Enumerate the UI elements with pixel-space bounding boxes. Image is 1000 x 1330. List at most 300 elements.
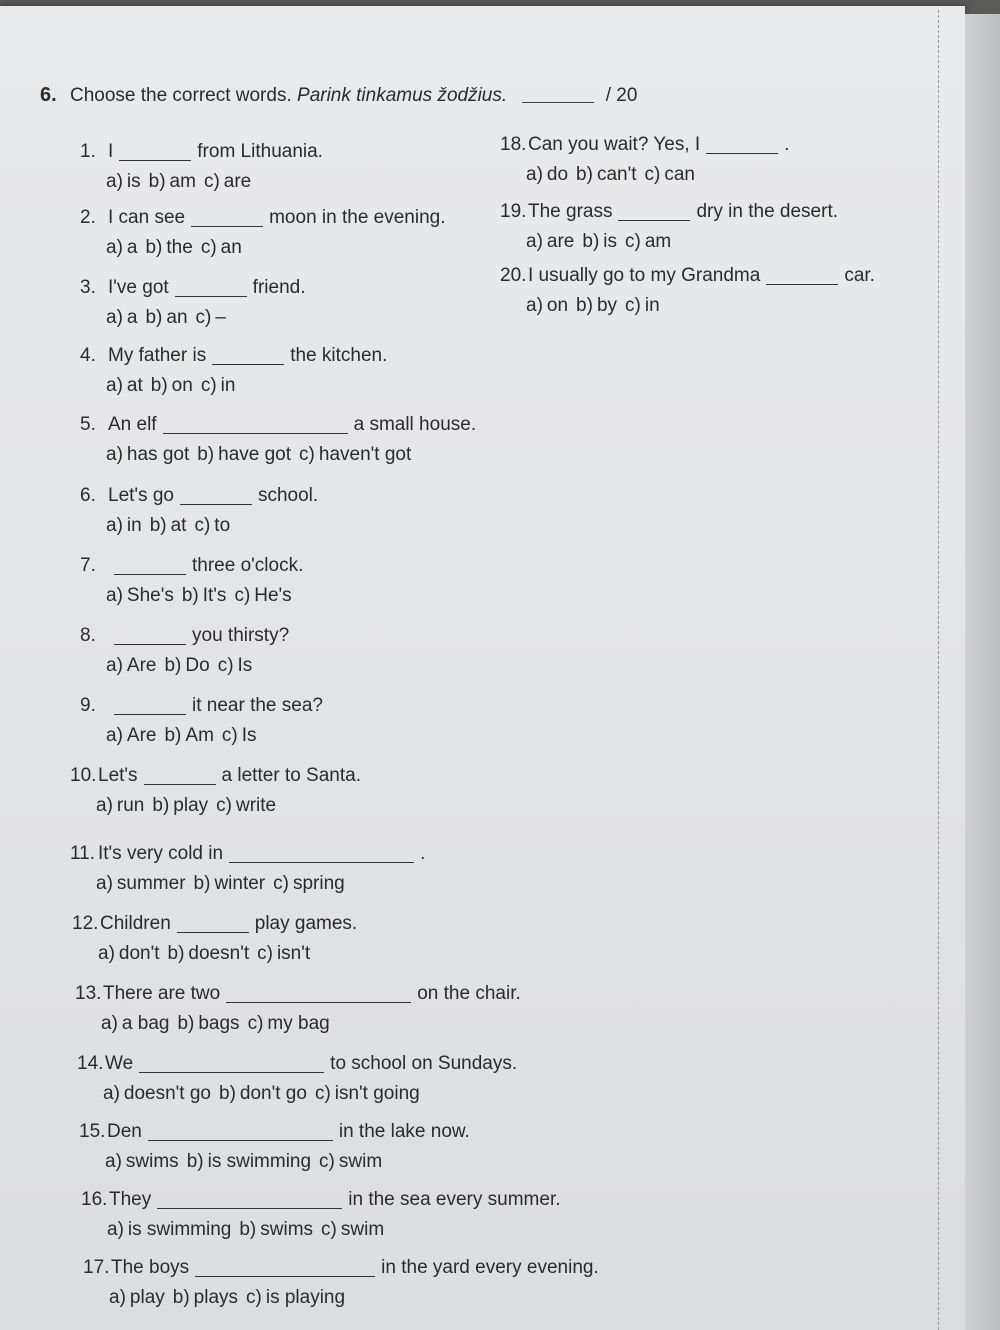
answer-blank[interactable] xyxy=(618,202,690,221)
option-text: a xyxy=(126,237,138,258)
option-b[interactable] xyxy=(164,725,213,746)
answer-blank[interactable] xyxy=(212,346,284,365)
answer-options xyxy=(80,167,323,197)
question-stem xyxy=(79,1117,470,1147)
question-10 xyxy=(70,761,361,821)
question-text-before: Can you wait? Yes, I xyxy=(528,134,701,155)
option-text: am xyxy=(169,171,196,192)
option-b[interactable] xyxy=(150,515,187,536)
option-c[interactable] xyxy=(204,171,251,192)
option-letter: c) xyxy=(314,1083,331,1104)
answer-blank[interactable] xyxy=(175,278,247,297)
option-letter: c) xyxy=(216,795,232,816)
option-letter: a) xyxy=(106,655,123,676)
option-letter: b) xyxy=(576,295,593,316)
option-c[interactable] xyxy=(625,295,660,316)
answer-blank[interactable] xyxy=(139,1054,324,1073)
option-a[interactable] xyxy=(96,873,186,894)
option-c[interactable] xyxy=(257,943,310,964)
question-stem xyxy=(80,273,305,303)
question-text-before: Children xyxy=(100,913,171,934)
option-text: spring xyxy=(292,873,345,894)
option-letter: a) xyxy=(106,515,123,536)
question-number: 11. xyxy=(70,843,96,864)
option-c[interactable] xyxy=(645,164,695,185)
option-a[interactable] xyxy=(109,1287,165,1308)
fold-line xyxy=(938,10,939,1330)
exercise-score: / 20 xyxy=(605,85,638,106)
answer-options xyxy=(500,227,838,257)
answer-blank[interactable] xyxy=(114,696,186,715)
option-text: winter xyxy=(214,873,266,894)
option-text: an xyxy=(166,307,188,328)
question-number: 13. xyxy=(75,983,102,1004)
question-text-before: It's very cold in xyxy=(98,843,224,864)
option-a[interactable] xyxy=(96,795,144,816)
option-text: a bag xyxy=(121,1013,170,1034)
answer-blank[interactable] xyxy=(191,208,263,227)
option-letter: c) xyxy=(625,295,641,316)
option-text: swims xyxy=(125,1151,179,1172)
option-text: is swimming xyxy=(127,1219,232,1240)
answer-blank[interactable] xyxy=(157,1190,342,1209)
option-a[interactable] xyxy=(106,585,174,606)
option-b[interactable] xyxy=(145,237,192,258)
option-text: the xyxy=(166,237,193,258)
answer-blank[interactable] xyxy=(144,766,216,785)
option-c[interactable] xyxy=(218,655,253,676)
option-a[interactable] xyxy=(106,375,143,396)
option-letter: c) xyxy=(321,1219,337,1240)
option-letter: a) xyxy=(101,1013,118,1034)
option-letter: a) xyxy=(103,1083,120,1104)
option-letter: b) xyxy=(148,171,166,192)
option-letter: b) xyxy=(197,444,215,465)
option-letter: c) xyxy=(273,873,289,894)
answer-options xyxy=(70,869,425,899)
option-text: to xyxy=(214,515,231,536)
answer-blank[interactable] xyxy=(114,626,186,645)
question-19 xyxy=(500,197,838,257)
question-text-before: Den xyxy=(107,1121,142,1142)
question-text-after: moon in the evening. xyxy=(269,207,446,228)
option-text: He's xyxy=(254,585,292,606)
question-15 xyxy=(79,1117,470,1177)
question-text-after: the kitchen. xyxy=(290,345,388,366)
option-a[interactable] xyxy=(526,295,568,316)
option-letter: c) xyxy=(200,375,217,396)
question-text-before: An elf xyxy=(108,414,157,435)
question-number: 2. xyxy=(80,207,96,228)
option-b[interactable] xyxy=(219,1083,307,1104)
answer-blank[interactable] xyxy=(195,1258,375,1277)
exercise-title-lt: Parink tinkamus žodžius. xyxy=(297,85,508,106)
option-a[interactable] xyxy=(106,307,137,328)
option-text: doesn't go xyxy=(123,1083,211,1104)
question-text-after: you thirsty? xyxy=(192,625,290,646)
question-text-after: play games. xyxy=(254,913,358,934)
question-stem xyxy=(500,261,875,291)
question-number: 7. xyxy=(80,555,96,576)
exercise-title-en: Choose the correct words. xyxy=(69,85,292,106)
option-c[interactable] xyxy=(222,725,257,746)
option-b[interactable] xyxy=(173,1287,238,1308)
question-13 xyxy=(75,979,521,1039)
option-letter: b) xyxy=(582,231,600,252)
question-stem xyxy=(80,410,476,440)
option-letter: c) xyxy=(200,237,217,258)
question-number: 15. xyxy=(79,1121,106,1142)
question-text-after: a small house. xyxy=(353,414,477,435)
question-stem xyxy=(80,137,323,167)
option-text: run xyxy=(116,795,145,816)
answer-options xyxy=(80,511,318,541)
option-text: on xyxy=(171,375,193,396)
option-letter: b) xyxy=(172,1287,190,1308)
option-a[interactable] xyxy=(106,515,142,536)
option-letter: a) xyxy=(105,1151,122,1172)
option-c[interactable] xyxy=(315,1083,420,1104)
question-stem xyxy=(80,203,446,233)
option-text: in xyxy=(644,295,660,316)
option-letter: c) xyxy=(203,171,220,192)
option-c[interactable] xyxy=(319,1151,382,1172)
option-text: Are xyxy=(126,725,157,746)
option-b[interactable] xyxy=(576,295,617,316)
option-c[interactable] xyxy=(201,375,236,396)
question-text-after: to school on Sundays. xyxy=(330,1053,518,1074)
question-20 xyxy=(500,261,875,321)
answer-options xyxy=(83,1283,599,1313)
option-text: summer xyxy=(116,873,186,894)
option-b[interactable] xyxy=(194,873,266,894)
option-c[interactable] xyxy=(201,237,242,258)
question-text-after: from Lithuania. xyxy=(197,141,323,162)
answer-blank[interactable] xyxy=(148,1122,333,1141)
question-12 xyxy=(72,909,357,969)
question-text-after: . xyxy=(420,843,426,864)
question-text-after: . xyxy=(784,134,790,155)
option-b[interactable] xyxy=(182,585,227,606)
option-b[interactable] xyxy=(164,655,209,676)
question-stem xyxy=(500,130,789,160)
option-c[interactable] xyxy=(194,515,230,536)
question-stem xyxy=(81,1185,561,1215)
option-text: can xyxy=(664,164,695,185)
answer-blank[interactable] xyxy=(766,266,838,285)
option-b[interactable] xyxy=(151,375,193,396)
option-text: Do xyxy=(185,655,210,676)
option-text: do xyxy=(546,164,569,185)
question-text-after: three o'clock. xyxy=(192,555,304,576)
option-text: at xyxy=(126,375,143,396)
option-c[interactable] xyxy=(234,585,291,606)
question-number: 1. xyxy=(80,141,96,162)
question-text-after: a letter to Santa. xyxy=(221,765,361,786)
option-c[interactable] xyxy=(216,795,276,816)
option-a[interactable] xyxy=(105,1151,179,1172)
option-text: swims xyxy=(260,1219,314,1240)
question-7 xyxy=(80,551,303,611)
question-stem xyxy=(75,979,521,1009)
option-text: swim xyxy=(338,1151,383,1172)
option-text: isn't going xyxy=(334,1083,420,1104)
option-b[interactable] xyxy=(145,307,187,328)
option-letter: c) xyxy=(221,725,238,746)
option-letter: a) xyxy=(526,295,543,316)
option-letter: a) xyxy=(96,873,113,894)
question-number: 18. xyxy=(500,134,527,155)
option-letter: c) xyxy=(234,585,251,606)
question-number: 12. xyxy=(72,913,99,934)
answer-options xyxy=(80,721,323,751)
question-text-before: They xyxy=(109,1189,152,1210)
option-text: is xyxy=(126,171,141,192)
answer-options xyxy=(80,440,476,470)
option-c[interactable] xyxy=(299,444,411,465)
option-a[interactable] xyxy=(106,171,141,192)
answer-blank[interactable] xyxy=(226,984,411,1003)
option-a[interactable] xyxy=(526,231,574,252)
answer-options xyxy=(72,939,357,969)
option-letter: a) xyxy=(526,231,543,252)
exercise-number: 6. xyxy=(40,84,57,106)
option-letter: b) xyxy=(164,655,182,676)
answer-options xyxy=(77,1079,517,1109)
option-text: doesn't xyxy=(188,943,250,964)
answer-blank[interactable] xyxy=(180,486,252,505)
answer-options xyxy=(80,303,305,333)
question-text-after: in the yard every evening. xyxy=(381,1257,599,1278)
option-letter: c) xyxy=(246,1287,262,1308)
question-stem xyxy=(80,621,289,651)
option-text: Is xyxy=(241,725,257,746)
question-number: 20. xyxy=(500,265,527,286)
option-text: write xyxy=(235,795,277,816)
question-1 xyxy=(80,137,323,197)
question-11 xyxy=(70,839,425,899)
question-4 xyxy=(80,341,387,401)
answer-options xyxy=(70,791,361,821)
option-letter: a) xyxy=(98,943,115,964)
option-letter: c) xyxy=(217,655,234,676)
option-b[interactable] xyxy=(582,231,617,252)
option-letter: a) xyxy=(107,1219,124,1240)
option-a[interactable] xyxy=(101,1013,169,1034)
option-c[interactable] xyxy=(248,1013,330,1034)
question-text-before: Let's xyxy=(98,765,138,786)
question-stem xyxy=(80,691,323,721)
option-letter: b) xyxy=(149,515,167,536)
option-letter: c) xyxy=(319,1151,335,1172)
option-text: in xyxy=(126,515,142,536)
answer-blank[interactable] xyxy=(177,914,249,933)
question-number: 19. xyxy=(500,201,527,222)
question-stem xyxy=(500,197,838,227)
option-letter: a) xyxy=(526,164,543,185)
answer-options xyxy=(500,160,789,190)
question-8 xyxy=(80,621,289,681)
option-text: It's xyxy=(202,585,227,606)
option-letter: a) xyxy=(106,725,123,746)
option-a[interactable] xyxy=(98,943,160,964)
option-b[interactable] xyxy=(239,1219,313,1240)
answer-blank[interactable] xyxy=(114,556,186,575)
option-c[interactable] xyxy=(273,873,345,894)
question-stem xyxy=(72,909,357,939)
option-a[interactable] xyxy=(106,725,156,746)
option-letter: c) xyxy=(195,307,212,328)
option-letter: b) xyxy=(177,1013,195,1034)
question-text-after: on the chair. xyxy=(417,983,521,1004)
question-number: 10. xyxy=(70,765,97,786)
question-text-after: dry in the desert. xyxy=(696,201,839,222)
question-stem xyxy=(70,839,425,869)
option-a[interactable] xyxy=(106,237,137,258)
option-text: at xyxy=(170,515,187,536)
answer-blank[interactable] xyxy=(163,415,348,434)
option-letter: b) xyxy=(186,1151,204,1172)
question-stem xyxy=(70,761,361,791)
question-number: 14. xyxy=(77,1053,104,1074)
question-text-before: We xyxy=(105,1053,134,1074)
option-c[interactable] xyxy=(196,307,226,328)
option-text: an xyxy=(220,237,242,258)
question-text-after: in the lake now. xyxy=(338,1121,470,1142)
answer-blank[interactable] xyxy=(119,142,191,161)
question-text-after: car. xyxy=(844,265,875,286)
answer-options xyxy=(79,1147,470,1177)
option-letter: c) xyxy=(194,515,211,536)
question-stem xyxy=(83,1253,599,1283)
question-16 xyxy=(81,1185,561,1245)
score-blank[interactable] xyxy=(522,102,594,103)
question-6 xyxy=(80,481,318,541)
option-b[interactable] xyxy=(149,171,196,192)
question-18 xyxy=(500,130,789,190)
option-text: bags xyxy=(198,1013,240,1034)
question-text-after: school. xyxy=(257,485,319,506)
option-a[interactable] xyxy=(106,655,156,676)
option-text: play xyxy=(129,1287,165,1308)
question-text-before: I xyxy=(108,141,114,162)
option-letter: b) xyxy=(576,164,593,185)
answer-options xyxy=(80,371,387,401)
question-number: 8. xyxy=(80,625,96,646)
option-text: is xyxy=(603,231,618,252)
answer-options xyxy=(500,291,875,321)
option-text: plays xyxy=(193,1287,239,1308)
option-letter: b) xyxy=(152,795,170,816)
option-text: Are xyxy=(126,655,157,676)
option-letter: a) xyxy=(106,307,123,328)
option-letter: b) xyxy=(219,1083,236,1104)
option-text: are xyxy=(546,231,575,252)
option-a[interactable] xyxy=(106,444,189,465)
question-number: 17. xyxy=(83,1257,110,1278)
question-9 xyxy=(80,691,323,751)
answer-options xyxy=(80,581,303,611)
option-text: – xyxy=(215,307,226,328)
question-stem xyxy=(77,1049,517,1079)
option-text: on xyxy=(546,295,569,316)
option-letter: c) xyxy=(625,231,641,252)
option-letter: b) xyxy=(145,237,163,258)
answer-options xyxy=(81,1215,561,1245)
question-17 xyxy=(83,1253,599,1313)
option-letter: b) xyxy=(164,725,182,746)
question-stem xyxy=(80,481,318,511)
option-a[interactable] xyxy=(107,1219,231,1240)
question-number: 16. xyxy=(81,1189,108,1210)
option-letter: a) xyxy=(106,444,123,465)
option-text: by xyxy=(596,295,618,316)
option-letter: a) xyxy=(106,171,123,192)
question-text-after: in the sea every summer. xyxy=(348,1189,561,1210)
question-stem xyxy=(80,341,387,371)
option-letter: a) xyxy=(109,1287,126,1308)
option-b[interactable] xyxy=(197,444,291,465)
option-letter: c) xyxy=(257,943,273,964)
option-b[interactable] xyxy=(168,943,250,964)
option-text: is playing xyxy=(265,1287,346,1308)
answer-blank[interactable] xyxy=(706,135,778,154)
question-2 xyxy=(80,203,446,263)
question-text-before: I usually go to my Grandma xyxy=(528,265,761,286)
option-text: haven't got xyxy=(318,444,412,465)
option-letter: b) xyxy=(193,873,211,894)
option-letter: b) xyxy=(150,375,168,396)
question-text-before: Let's go xyxy=(108,485,174,506)
option-text: isn't xyxy=(276,943,311,964)
option-a[interactable] xyxy=(103,1083,211,1104)
option-text: Am xyxy=(185,725,214,746)
option-letter: a) xyxy=(106,585,123,606)
option-letter: b) xyxy=(181,585,199,606)
option-letter: c) xyxy=(299,444,315,465)
option-letter: c) xyxy=(644,164,661,185)
option-b[interactable] xyxy=(576,164,636,185)
option-a[interactable] xyxy=(526,164,568,185)
question-text-after: it near the sea? xyxy=(192,695,323,716)
option-c[interactable] xyxy=(321,1219,384,1240)
question-5 xyxy=(80,410,476,470)
option-b[interactable] xyxy=(152,795,208,816)
question-14 xyxy=(77,1049,517,1109)
option-letter: a) xyxy=(96,795,113,816)
question-stem xyxy=(80,551,303,581)
option-c[interactable] xyxy=(246,1287,345,1308)
answer-options xyxy=(75,1009,521,1039)
option-text: swim xyxy=(340,1219,385,1240)
question-number: 6. xyxy=(80,485,96,506)
question-text-before: I can see xyxy=(108,207,186,228)
option-letter: c) xyxy=(247,1013,264,1034)
exercise-header xyxy=(40,84,637,107)
answer-blank[interactable] xyxy=(229,844,414,863)
option-text: don't xyxy=(118,943,160,964)
option-text: don't go xyxy=(239,1083,307,1104)
option-text: a xyxy=(126,307,138,328)
question-text-before: There are two xyxy=(103,983,221,1004)
option-text: can't xyxy=(596,164,637,185)
option-text: in xyxy=(220,375,236,396)
option-text: has got xyxy=(126,444,190,465)
option-c[interactable] xyxy=(625,231,671,252)
option-b[interactable] xyxy=(177,1013,239,1034)
option-b[interactable] xyxy=(187,1151,311,1172)
question-number: 5. xyxy=(80,414,96,435)
